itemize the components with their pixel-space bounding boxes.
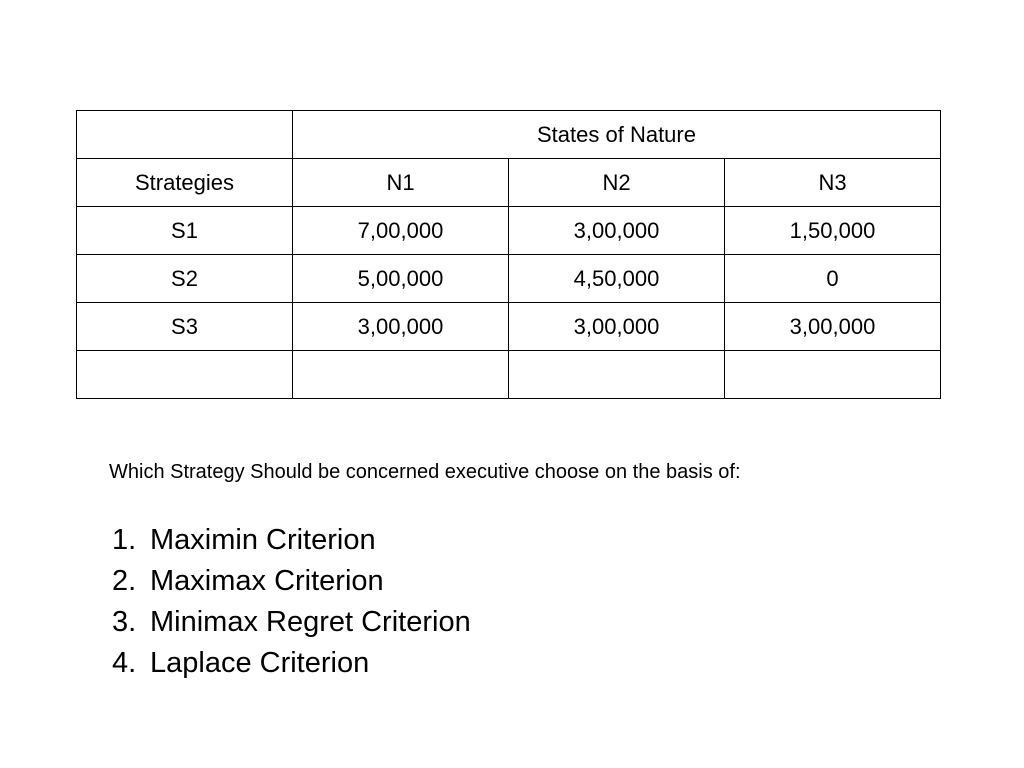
payoff-cell: 0	[725, 255, 941, 303]
list-number: 2.	[112, 565, 137, 597]
payoff-cell: 3,00,000	[725, 303, 941, 351]
strategy-cell: S1	[77, 207, 293, 255]
list-item	[112, 643, 471, 684]
payoff-cell: 4,50,000	[509, 255, 725, 303]
strategy-cell: S3	[77, 303, 293, 351]
column-header: N3	[725, 159, 941, 207]
payoff-cell: 3,00,000	[509, 207, 725, 255]
table-row	[77, 207, 941, 255]
strategy-cell: S2	[77, 255, 293, 303]
empty-cell	[725, 351, 941, 399]
payoff-cell: 3,00,000	[509, 303, 725, 351]
empty-cell	[509, 351, 725, 399]
list-item	[112, 602, 471, 643]
states-of-nature-header: States of Nature	[293, 111, 941, 159]
empty-cell	[77, 351, 293, 399]
payoff-cell: 1,50,000	[725, 207, 941, 255]
column-header: N2	[509, 159, 725, 207]
payoff-table	[76, 110, 941, 399]
table-row	[77, 255, 941, 303]
list-number: 3.	[112, 606, 137, 638]
table-header-row	[77, 159, 941, 207]
table-corner-cell	[77, 111, 293, 159]
list-number: 1.	[112, 524, 137, 556]
list-number: 4.	[112, 647, 137, 679]
column-header: N1	[293, 159, 509, 207]
table-row	[77, 303, 941, 351]
criterion-label: Minimax Regret Criterion	[150, 606, 471, 638]
payoff-cell: 7,00,000	[293, 207, 509, 255]
payoff-cell: 5,00,000	[293, 255, 509, 303]
criterion-label: Maximin Criterion	[150, 524, 376, 556]
payoff-cell: 3,00,000	[293, 303, 509, 351]
empty-cell	[293, 351, 509, 399]
criterion-label: Laplace Criterion	[150, 647, 370, 679]
criterion-label: Maximax Criterion	[150, 565, 384, 597]
question-text: Which Strategy Should be concerned executive choose on the basis of:	[109, 461, 741, 483]
list-item	[112, 520, 471, 561]
table-row-empty	[77, 351, 941, 399]
list-item	[112, 561, 471, 602]
table-group-header-row	[77, 111, 941, 159]
column-header: Strategies	[77, 159, 293, 207]
criteria-list	[112, 520, 471, 684]
